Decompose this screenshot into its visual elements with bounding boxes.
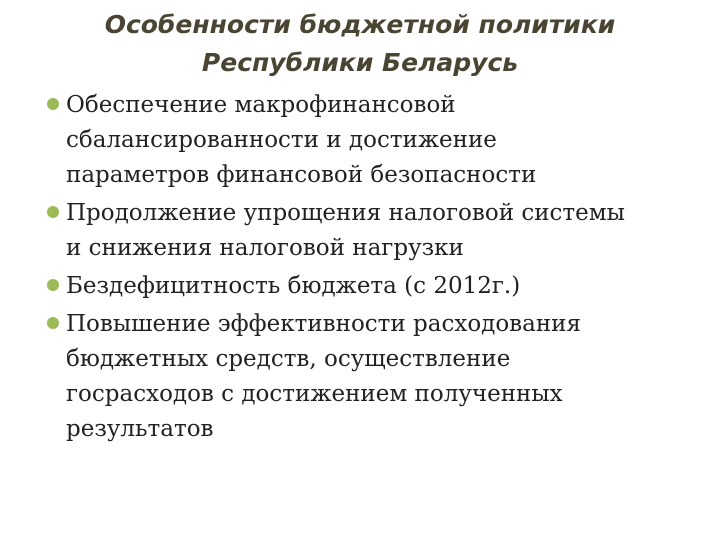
bullet-dot-icon: [47, 317, 59, 329]
bullet-item-tax-simplification: [44, 196, 684, 266]
bullet-dot-icon: [47, 279, 59, 291]
slide-title-line-2: Республики Беларусь: [201, 48, 519, 77]
bullet-item-spending-efficiency: [44, 307, 684, 447]
bullet-dot-icon: [47, 206, 59, 218]
bullet-line: и снижения налоговой нагрузки: [66, 235, 464, 261]
bullet-item-budget-surplus: [44, 269, 684, 304]
bullet-line: бюджетных средств, осуществление: [66, 346, 511, 372]
bullet-line: результатов: [66, 416, 214, 442]
bullet-text: [66, 307, 684, 447]
slide-title: [60, 6, 660, 82]
bullet-text: [66, 88, 684, 193]
bullet-list: [44, 88, 684, 450]
bullet-line: Обеспечение макрофинансовой: [66, 92, 456, 118]
bullet-line: сбалансированности и достижение: [66, 127, 497, 153]
bullet-line: госрасходов с достижением полученных: [66, 381, 563, 407]
bullet-line: Повышение эффективности расходования: [66, 311, 582, 337]
bullet-line: Продолжение упрощения налоговой системы: [66, 200, 625, 226]
bullet-text: [66, 196, 684, 266]
bullet-dot-icon: [47, 98, 59, 110]
slide-title-line-1: Особенности бюджетной политики: [104, 10, 616, 39]
bullet-item-macrofinancial-balance: [44, 88, 684, 193]
bullet-text: [66, 269, 684, 304]
bullet-line: Бездефицитность бюджета (с 2012г.): [66, 273, 521, 299]
bullet-line: параметров финансовой безопасности: [66, 162, 537, 188]
